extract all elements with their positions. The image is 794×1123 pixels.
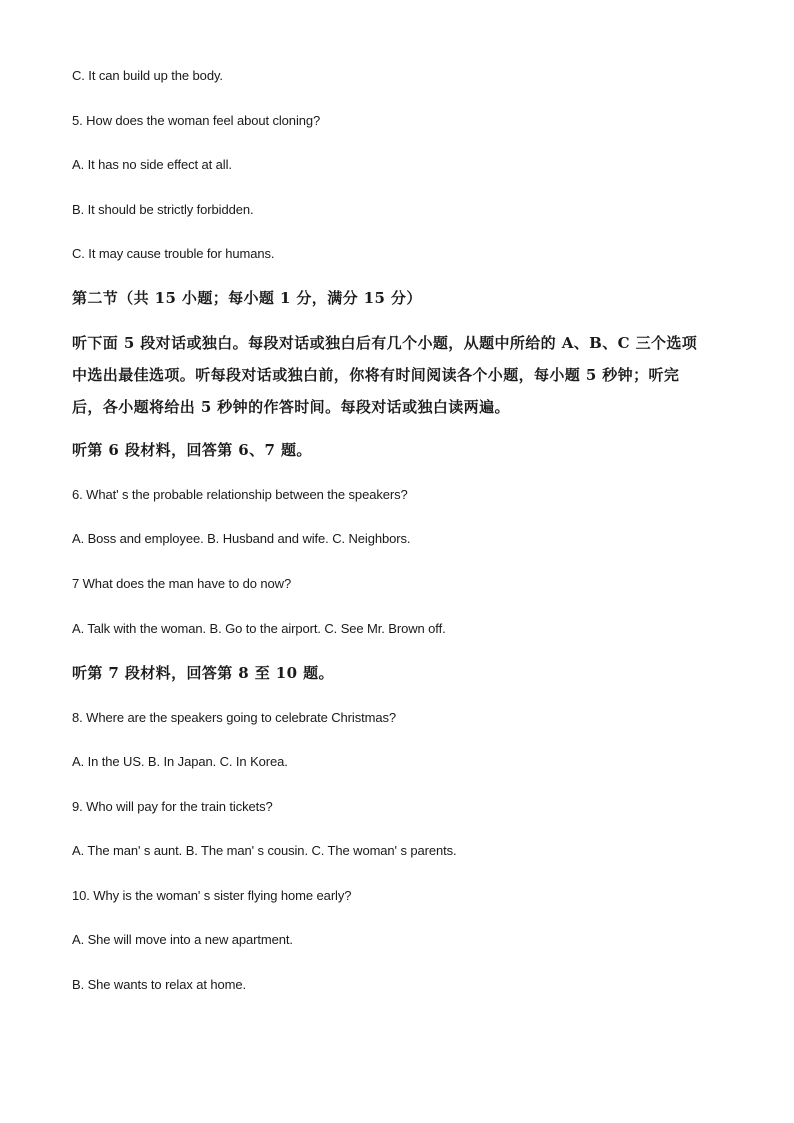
question-text: 7 What does the man have to do now? [72,576,292,591]
option-text: A. The man' s aunt. B. The man' s cousin. C. The woman' s parents. [72,843,457,858]
question-text: 6. What' s the probable relationship between the speakers? [72,487,408,502]
instruction-text: 中选出最佳选项。听每段对话或独白前，你将有时间阅读各个小题，每小题 5 秒钟；听完 [72,366,680,384]
option-text: B. It should be strictly forbidden. [72,202,254,217]
instruction-text: 后，各小题将给出 5 秒钟的作答时间。每段对话或独白读两遍。 [72,398,510,416]
question-text: 8. Where are the speakers going to celebrate Christmas? [72,710,397,725]
material-heading: 听第 7 段材料，回答第 8 至 10 题。 [72,664,334,682]
option-text: A. In the US. B. In Japan. C. In Korea. [72,754,288,769]
question-text: 10. Why is the woman' s sister flying home early? [72,888,352,903]
question-text: 9. Who will pay for the train tickets? [72,799,273,814]
option-text: A. Boss and employee. B. Husband and wife. C. Neighbors. [72,531,411,546]
section-heading: 第二节（共 15 小题；每小题 1 分，满分 15 分） [72,289,422,307]
option-text: A. It has no side effect at all. [72,157,232,172]
option-text: A. She will move into a new apartment. [72,932,293,947]
option-text: C. It may cause trouble for humans. [72,246,275,261]
option-text: A. Talk with the woman. B. Go to the airport. C. See Mr. Brown off. [72,621,446,636]
instruction-text: 听下面 5 段对话或独白。每段对话或独白后有几个小题，从题中所给的 A、B、C 三个选项 [72,334,698,352]
material-heading: 听第 6 段材料，回答第 6、7 题。 [72,441,312,459]
option-text: B. She wants to relax at home. [72,977,247,992]
option-text: C. It can build up the body. [72,68,223,83]
question-text: 5. How does the woman feel about cloning? [72,113,321,128]
